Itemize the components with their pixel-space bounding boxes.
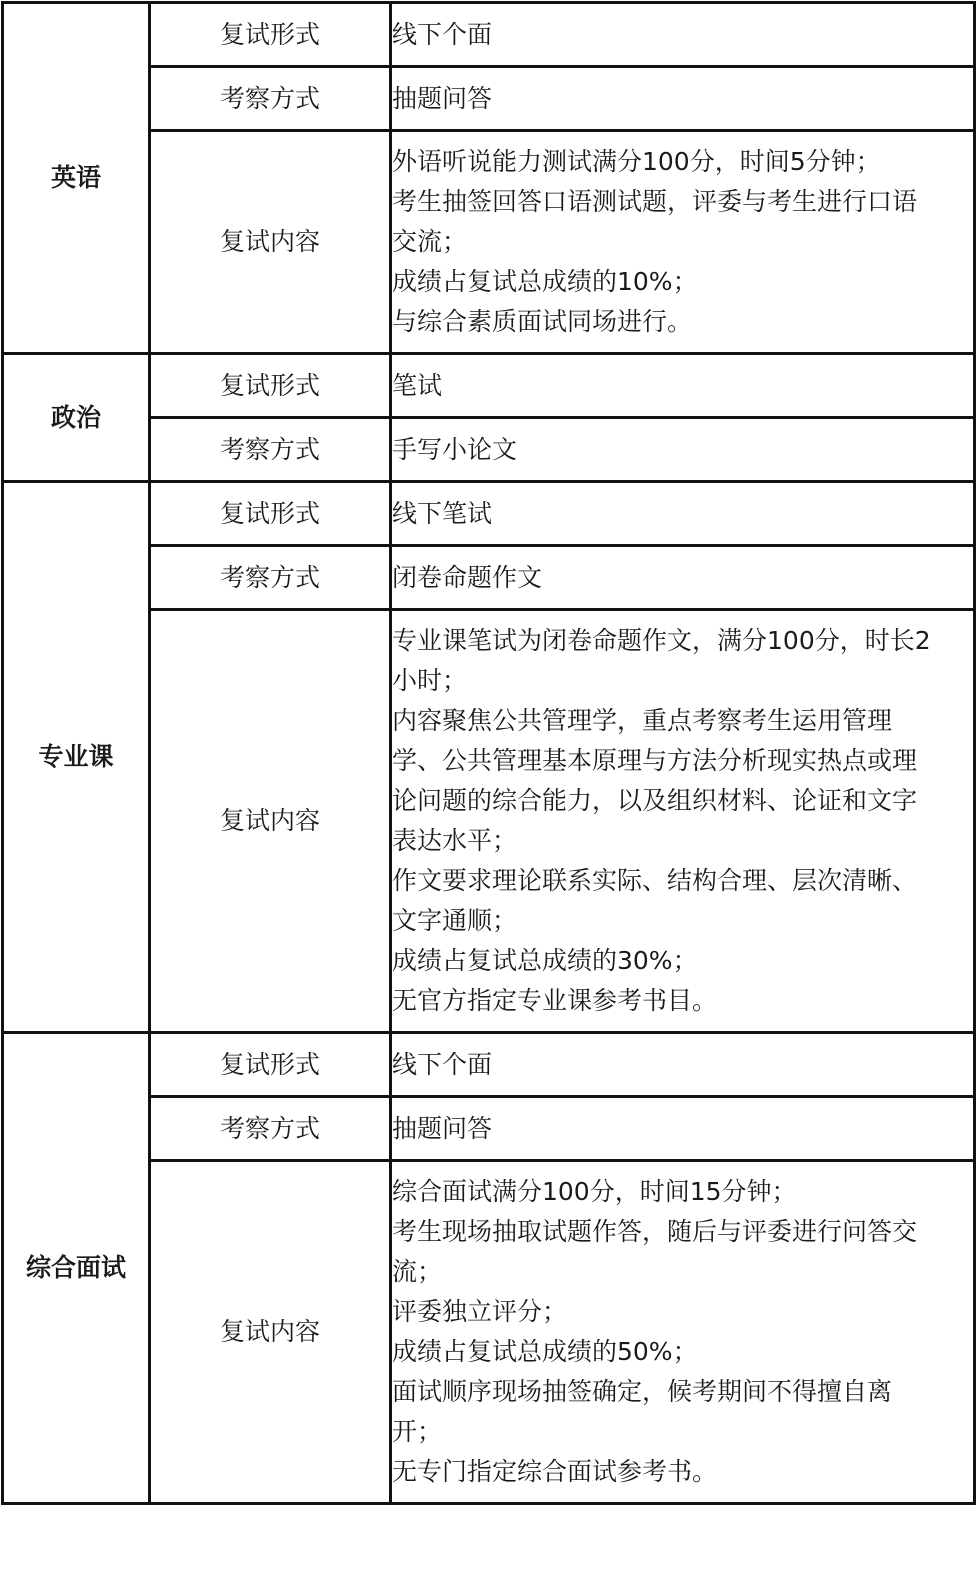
field-label-cell: [150, 67, 391, 131]
field-label: 考察方式: [219, 1113, 320, 1143]
value-line: 表达水平；: [392, 826, 518, 855]
category-label: 专业课: [38, 742, 114, 771]
value-line: 成绩占复试总成绩的30%；: [392, 946, 698, 975]
value-line: 交流；: [392, 227, 468, 256]
value-line: 成绩占复试总成绩的50%；: [392, 1337, 698, 1366]
field-value-cell: [391, 67, 975, 131]
category-label: 政治: [50, 402, 101, 432]
table-row: [3, 3, 975, 67]
field-label-cell: [150, 354, 391, 418]
value-line: 考生现场抽取试题作答，随后与评委进行问答交: [392, 1217, 918, 1246]
value-line: 手写小论文: [392, 434, 518, 464]
value-line: 文字通顺；: [392, 906, 518, 935]
value-line: 无专门指定综合面试参考书。: [392, 1457, 718, 1486]
value-line: 外语听说能力测试满分100分，时间5分钟；: [392, 147, 881, 176]
value-line: 面试顺序现场抽签确定，候考期间不得擅自离: [392, 1377, 893, 1406]
exam-table: [1, 1, 976, 1505]
field-label-cell: [150, 1097, 391, 1161]
value-line: 开；: [392, 1417, 443, 1446]
value-line: 抽题问答: [392, 83, 493, 113]
field-label-cell: [150, 546, 391, 610]
category-label: 综合面试: [25, 1253, 126, 1282]
field-label: 复试形式: [219, 19, 320, 49]
field-value-cell: [391, 610, 975, 1033]
field-label-cell: [150, 1161, 391, 1504]
field-value-cell: [391, 418, 975, 482]
value-line: 学、公共管理基本原理与方法分析现实热点或理: [392, 746, 918, 775]
field-value-cell: [391, 546, 975, 610]
value-line: 笔试: [392, 370, 443, 400]
value-line: 综合面试满分100分，时间15分钟；: [392, 1177, 797, 1206]
value-line: 线下个面: [392, 19, 493, 49]
field-value-cell: [391, 3, 975, 67]
field-label-cell: [150, 482, 391, 546]
value-line: 线下个面: [392, 1049, 493, 1079]
value-line: 与综合素质面试同场进行。: [392, 307, 693, 336]
category-cell: [3, 354, 150, 482]
field-label: 复试内容: [219, 1317, 320, 1346]
value-line: 小时；: [392, 666, 468, 695]
field-value-cell: [391, 354, 975, 418]
field-label: 复试形式: [219, 370, 320, 400]
field-label: 复试内容: [219, 806, 320, 835]
value-line: 成绩占复试总成绩的10%；: [392, 267, 698, 296]
value-line: 论问题的综合能力，以及组织材料、论证和文字: [392, 786, 918, 815]
value-line: 无官方指定专业课参考书目。: [392, 986, 718, 1015]
table-row: [3, 482, 975, 546]
category-cell: [3, 1033, 150, 1504]
field-label-cell: [150, 418, 391, 482]
category-cell: [3, 482, 150, 1033]
value-line: 评委独立评分；: [392, 1297, 568, 1326]
field-label-cell: [150, 610, 391, 1033]
field-label: 考察方式: [219, 562, 320, 592]
value-line: 线下笔试: [392, 498, 493, 528]
field-value-cell: [391, 1033, 975, 1097]
field-value-cell: [391, 131, 975, 354]
field-label: 复试形式: [219, 498, 320, 528]
category-cell: [3, 3, 150, 354]
field-value-cell: [391, 1161, 975, 1504]
field-label: 复试内容: [219, 227, 320, 256]
value-line: 抽题问答: [392, 1113, 493, 1143]
table-row: [3, 354, 975, 418]
value-line: 作文要求理论联系实际、结构合理、层次清晰、: [392, 866, 918, 895]
value-line: 考生抽签回答口语测试题，评委与考生进行口语: [392, 187, 918, 216]
field-label: 考察方式: [219, 83, 320, 113]
category-label: 英语: [50, 163, 101, 192]
field-label-cell: [150, 3, 391, 67]
value-line: 内容聚焦公共管理学，重点考察考生运用管理: [392, 706, 893, 735]
value-line: 专业课笔试为闭卷命题作文，满分100分，时长2: [392, 626, 931, 655]
field-label-cell: [150, 1033, 391, 1097]
field-label-cell: [150, 131, 391, 354]
field-value-cell: [391, 1097, 975, 1161]
field-label: 复试形式: [219, 1049, 320, 1079]
field-label: 考察方式: [219, 434, 320, 464]
value-line: 流；: [392, 1257, 443, 1286]
table-row: [3, 1033, 975, 1097]
value-line: 闭卷命题作文: [392, 562, 543, 592]
field-value-cell: [391, 482, 975, 546]
